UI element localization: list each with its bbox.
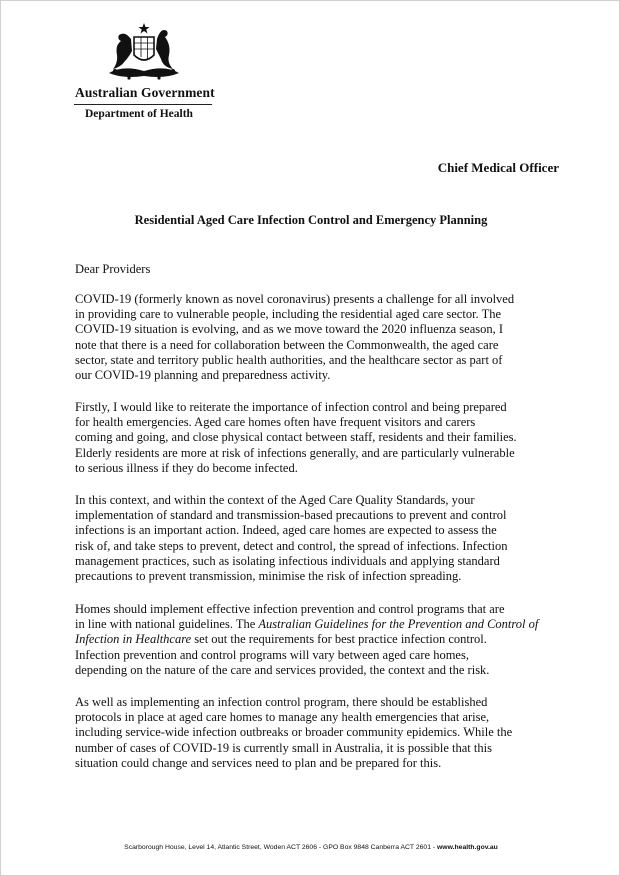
paragraph-line: protocols in place at aged care homes to manage any health emergencies that arise, xyxy=(75,710,490,725)
paragraph-line: risk of, and take steps to prevent, detect and control, the spread of infections. Infection xyxy=(75,538,508,553)
paragraph-line: coming and going, and close physical contact between staff, residents and their families. xyxy=(75,430,517,445)
paragraph-line: Elderly residents are more at risk of infections generally, and are particularly vulnerable xyxy=(75,445,515,460)
paragraph-line: our COVID-19 planning and preparedness activity. xyxy=(75,368,331,383)
guideline-title: Australian Guidelines for the Prevention and Control of xyxy=(258,617,539,632)
paragraph-line: including service-wide infection outbreaks or broader community epidemics. While the xyxy=(75,725,513,740)
paragraph-text: in line with national guidelines. The xyxy=(75,617,259,632)
coat-of-arms-icon xyxy=(101,21,187,83)
letter-subject: Residential Aged Care Infection Control and Emergency Planning xyxy=(134,213,488,227)
paragraph-1 xyxy=(75,292,575,383)
paragraph-line: precautions to prevent transmission, minimise the risk of infection spreading. xyxy=(75,569,462,584)
salutation: Dear Providers xyxy=(75,262,151,276)
paragraph-line: depending on the nature of the care and services provided, the context and the risk. xyxy=(75,662,490,677)
sender-role: Chief Medical Officer xyxy=(437,160,559,175)
paragraph-line: management practices, such as isolating infectious individuals and applying standard xyxy=(75,553,500,568)
paragraph-line: sector, state and territory public health authorities, and the healthcare sector as part of xyxy=(75,352,503,367)
paragraph-line: to serious illness if they do become infected. xyxy=(75,460,298,475)
paragraph-line: As well as implementing an infection control program, there should be established xyxy=(75,695,488,709)
footer-address xyxy=(1,844,620,851)
paragraph-line xyxy=(75,617,575,632)
paragraph-line: number of cases of COVID-19 is currently small in Australia, it is possible that this xyxy=(75,740,492,755)
paragraph-line: for health emergencies. Aged care homes often have frequent visitors and carers xyxy=(75,415,476,430)
paragraph-3 xyxy=(75,493,575,584)
paragraph-line: infections is an important action. Indeed, aged care homes are expected to assess the xyxy=(75,523,497,538)
paragraph-line: implementation of standard and transmission-based precautions to prevent and control xyxy=(75,508,507,523)
guideline-title: Infection in Healthcare xyxy=(75,632,192,647)
paragraph-4 xyxy=(75,602,575,678)
paragraph-text: set out the requirements for best practice infection control. xyxy=(191,632,487,647)
paragraph-line: note that there is a need for collaboration between the Commonwealth, the aged care xyxy=(75,337,499,352)
paragraph-2 xyxy=(75,400,575,476)
header-divider xyxy=(74,104,212,105)
paragraph-5 xyxy=(75,695,575,771)
paragraph-line: in providing care to vulnerable people, including the residential aged care sector. The xyxy=(75,307,502,322)
department-name: Department of Health xyxy=(85,108,193,120)
paragraph-line: COVID-19 situation is evolving, and as we move toward the 2020 influenza season, I xyxy=(75,322,504,337)
paragraph-line: Infection prevention and control programs will vary between aged care homes, xyxy=(75,647,469,662)
footer-address-text: Scarborough House, Level 14, Atlantic Street, Woden ACT 2606 - GPO Box 9848 Canberra ACT 2601 - xyxy=(124,844,438,851)
government-name: Australian Government xyxy=(75,85,215,100)
website-link[interactable]: www.health.gov.au xyxy=(437,844,498,851)
paragraph-line xyxy=(75,632,575,647)
paragraph-line: Firstly, I would like to reiterate the importance of infection control and being prepared xyxy=(75,400,507,414)
paragraph-line: In this context, and within the context of the Aged Care Quality Standards, your xyxy=(75,493,475,507)
paragraph-line: Homes should implement effective infection prevention and control programs that are xyxy=(75,602,505,616)
paragraph-line: COVID-19 (formerly known as novel coronavirus) presents a challenge for all involved xyxy=(75,292,515,306)
paragraph-line: situation could change and services need to plan and be prepared for this. xyxy=(75,755,442,770)
